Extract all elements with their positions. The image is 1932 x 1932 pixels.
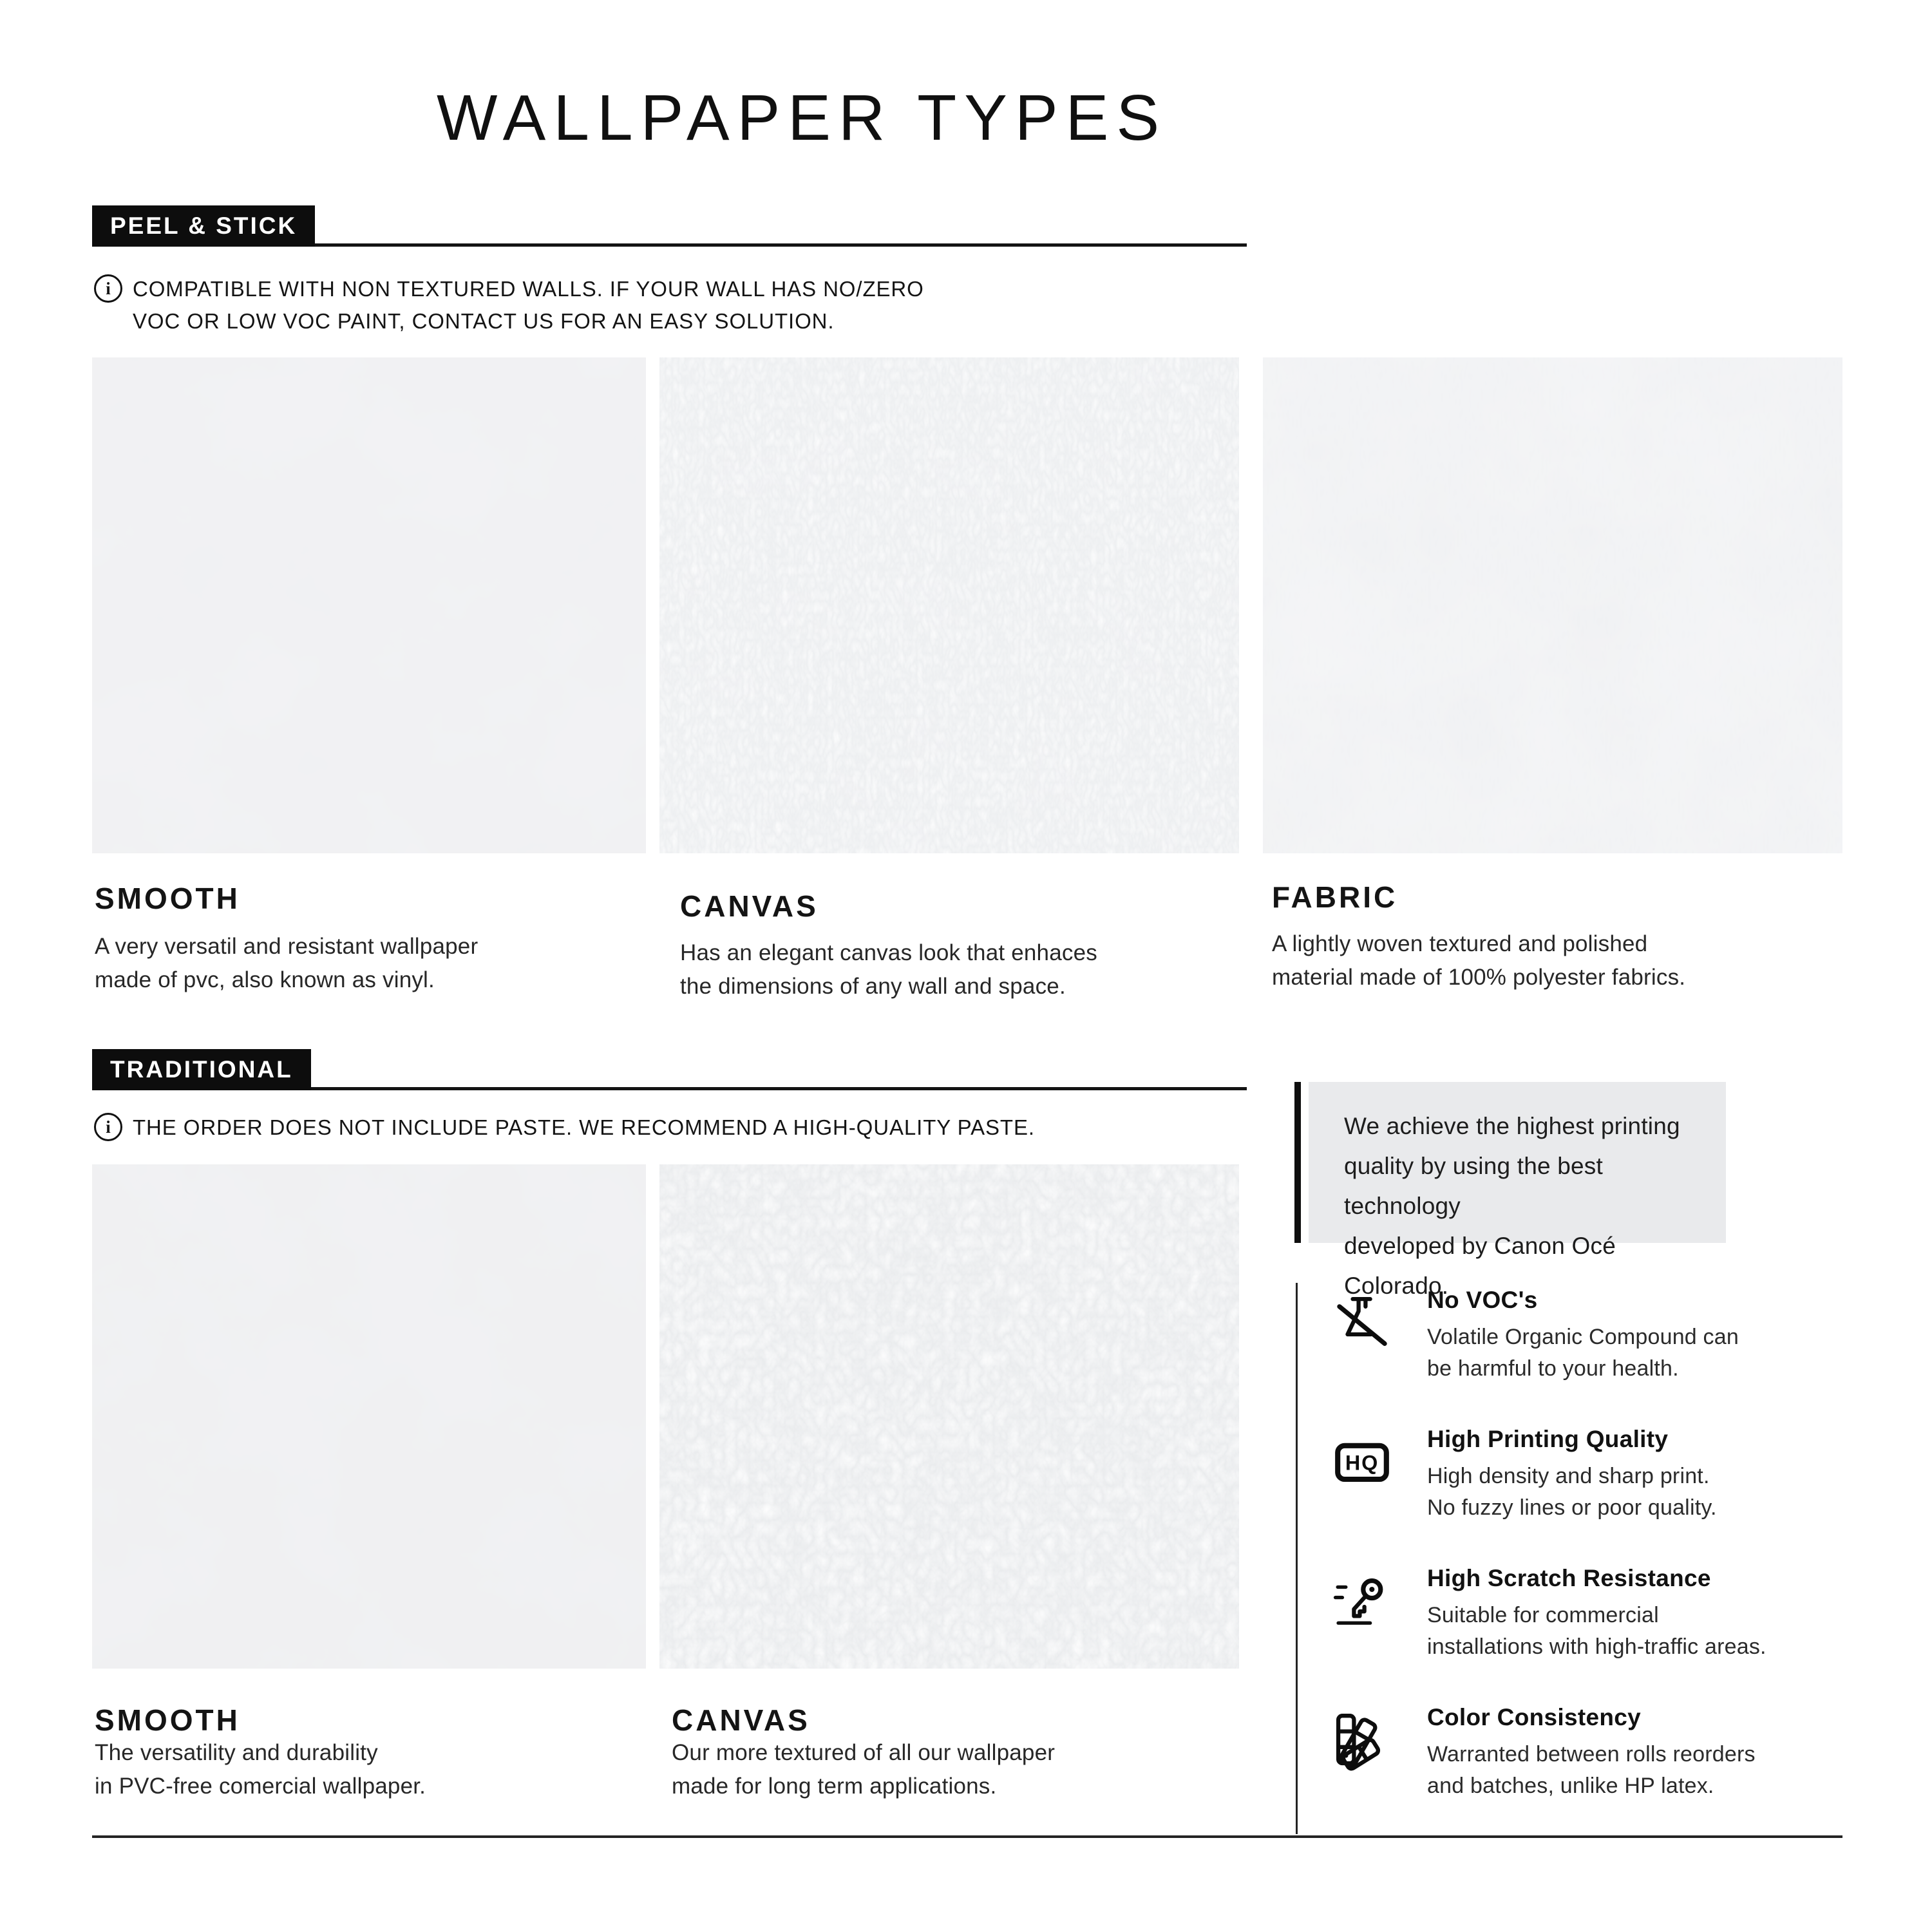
info-icon: i — [94, 274, 122, 303]
description-line: material made of 100% polyester fabrics. — [1272, 965, 1686, 990]
svg-text:HQ: HQ — [1345, 1451, 1379, 1475]
no-voc-flask-icon — [1333, 1289, 1391, 1356]
traditional-smooth-description — [95, 1736, 426, 1803]
feature-title: Color Consistency — [1427, 1704, 1641, 1730]
feature-description-line: High density and sharp print. — [1427, 1464, 1710, 1488]
feature-description — [1427, 1321, 1855, 1385]
traditional-smooth-title: SMOOTH — [95, 1703, 240, 1737]
peel-canvas-title: CANVAS — [680, 889, 819, 923]
smooth-texture-graphic — [92, 357, 646, 853]
traditional-label-text: TRADITIONAL — [110, 1056, 293, 1083]
feature-description-line: be harmful to your health. — [1427, 1356, 1679, 1381]
traditional-canvas-texture-image — [659, 1164, 1239, 1669]
feature-description-line: and batches, unlike HP latex. — [1427, 1774, 1714, 1798]
fabric-texture-graphic — [1263, 357, 1842, 853]
smooth-texture-graphic — [92, 1164, 646, 1669]
description-line: made of pvc, also known as vinyl. — [95, 967, 435, 992]
callout-accent-bar — [1294, 1082, 1301, 1243]
printing-quality-callout — [1309, 1082, 1726, 1299]
canvas-texture-graphic — [659, 357, 1239, 853]
feature-description — [1427, 1600, 1855, 1663]
feature-title: No VOC's — [1427, 1287, 1538, 1313]
peel-fabric-description — [1272, 927, 1685, 994]
description-line: made for long term applications. — [672, 1774, 997, 1799]
peel-smooth-texture-image — [92, 357, 646, 853]
feature-description-line: No fuzzy lines or poor quality. — [1427, 1495, 1717, 1520]
feature-description-line: Suitable for commercial — [1427, 1603, 1659, 1627]
description-line: Our more textured of all our wallpaper — [672, 1740, 1056, 1765]
hq-badge-icon — [1333, 1428, 1391, 1495]
feature-description — [1427, 1739, 1855, 1802]
feature-title: High Printing Quality — [1427, 1426, 1669, 1452]
peel-fabric-title: FABRIC — [1272, 880, 1398, 914]
rough-canvas-texture-graphic — [659, 1164, 1239, 1669]
peel-canvas-texture-image — [659, 357, 1239, 853]
feature-no-vocs — [1333, 1287, 1855, 1385]
description-line: Has an elegant canvas look that enhaces — [680, 940, 1097, 965]
peel-stick-section-label — [92, 205, 315, 247]
traditional-canvas-title: CANVAS — [672, 1703, 810, 1737]
callout-line: developed by Canon Océ Colorado. — [1344, 1233, 1616, 1299]
info-icon: i — [94, 1113, 122, 1141]
peel-stick-note-text — [133, 273, 924, 337]
page-title: WALLPAPER TYPES — [436, 82, 1168, 154]
feature-color-consistency — [1333, 1704, 1855, 1802]
feature-high-scratch-resistance — [1333, 1565, 1855, 1663]
feature-high-printing-quality — [1333, 1426, 1855, 1524]
features-divider-line — [1296, 1283, 1298, 1834]
color-swatches-icon — [1333, 1707, 1391, 1774]
scratch-key-icon — [1333, 1567, 1391, 1634]
peel-fabric-texture-image — [1263, 357, 1842, 853]
feature-description-line: Warranted between rolls reorders — [1427, 1742, 1756, 1766]
traditional-note — [94, 1112, 1035, 1144]
feature-description-line: installations with high-traffic areas. — [1427, 1634, 1766, 1659]
traditional-canvas-description — [672, 1736, 1055, 1803]
peel-stick-label-text: PEEL & STICK — [110, 213, 298, 239]
peel-canvas-description — [680, 936, 1097, 1003]
note-line: COMPATIBLE WITH NON TEXTURED WALLS. IF YOUR WALL HAS NO/ZERO — [133, 277, 924, 301]
traditional-section-label — [92, 1049, 311, 1090]
callout-line: We achieve the highest printing — [1344, 1113, 1680, 1139]
description-line: A lightly woven textured and polished — [1272, 931, 1648, 956]
traditional-note-text — [133, 1112, 1035, 1144]
description-line: the dimensions of any wall and space. — [680, 974, 1066, 999]
peel-stick-note — [94, 273, 924, 337]
peel-smooth-description — [95, 930, 478, 997]
note-line: THE ORDER DOES NOT INCLUDE PASTE. WE RECOMMEND A HIGH-QUALITY PASTE. — [133, 1115, 1035, 1139]
note-line: VOC OR LOW VOC PAINT, CONTACT US FOR AN EASY SOLUTION. — [133, 309, 835, 333]
traditional-smooth-texture-image — [92, 1164, 646, 1669]
description-line: in PVC-free comercial wallpaper. — [95, 1774, 426, 1799]
callout-line: quality by using the best technology — [1344, 1153, 1603, 1219]
description-line: The versatility and durability — [95, 1740, 378, 1765]
bottom-divider-line — [92, 1835, 1842, 1838]
description-line: A very versatil and resistant wallpaper — [95, 934, 478, 959]
peel-smooth-title: SMOOTH — [95, 882, 240, 915]
feature-description — [1427, 1461, 1855, 1524]
feature-title: High Scratch Resistance — [1427, 1565, 1711, 1591]
feature-description-line: Volatile Organic Compound can — [1427, 1325, 1739, 1349]
